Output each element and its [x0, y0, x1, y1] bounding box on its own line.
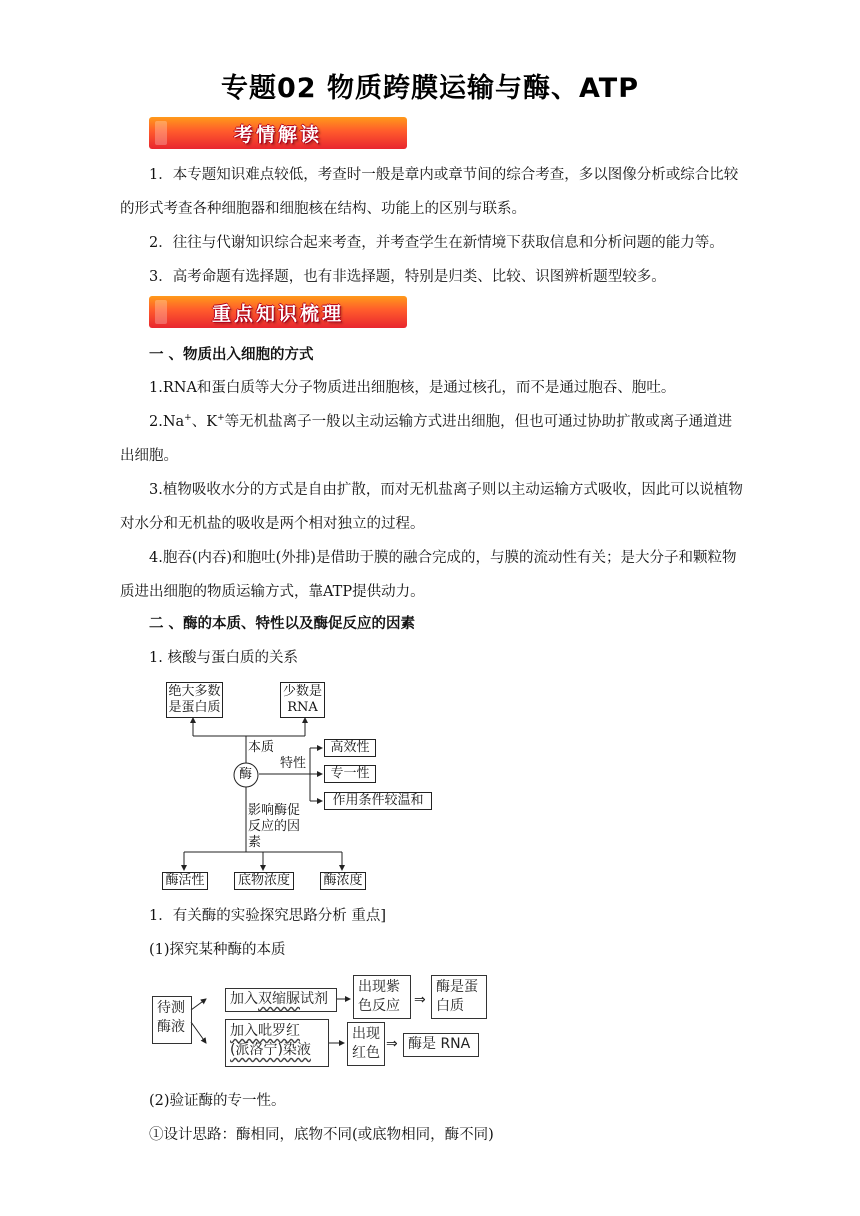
box-enzyme-concentration: 酶浓度 — [320, 872, 366, 890]
box-enzyme-activity: 酶活性 — [162, 872, 208, 890]
box-biuret-reagent: 加入双缩脲试剂 — [225, 988, 337, 1012]
label-nature: 本质 — [248, 740, 275, 755]
paragraph-water-absorption: 3.植物吸收水分的方式是自由扩散，而对无机盐离子则以主动运输方式吸收，因此可以说植物对水分和无机盐的吸收是两个相对独立的过程。 — [120, 482, 743, 532]
box-purple-reaction: 出现紫色反应 — [353, 975, 411, 1019]
box-mostly-protein: 绝大多数是蛋白质 — [166, 682, 223, 718]
text-span: (派洛宁)染液 — [230, 1042, 311, 1058]
box-few-rna: 少数是RNA — [280, 682, 325, 718]
subheading-specificity: (2)验证酶的专一性。 — [149, 1093, 286, 1109]
design-idea: ①设计思路：酶相同，底物不同(或底物相同，酶不同) — [149, 1127, 494, 1143]
intro-paragraph-3: 3．高考命题有选择题，也有非选择题，特别是归类、比较、识图辨析题型较多。 — [149, 269, 666, 285]
box-test-enzyme: 待测酶液 — [152, 996, 192, 1044]
banner-label: 重点知识梳理 — [211, 303, 344, 325]
enzyme-nature-flowchart — [150, 972, 490, 1067]
box-mild-conditions: 作用条件较温和 — [324, 792, 432, 810]
text-span: 2.Na — [149, 414, 185, 430]
box-specificity: 专一性 — [324, 765, 376, 783]
box-substrate-concentration: 底物浓度 — [234, 872, 294, 890]
box-enzyme-is-rna: 酶是 RNA — [403, 1033, 479, 1057]
subheading-enzyme-nature: (1)探究某种酶的本质 — [149, 942, 286, 958]
label-factors: 影响酶促反应的因素 — [248, 803, 301, 850]
box-high-efficiency: 高效性 — [324, 739, 376, 757]
label-property: 特性 — [280, 756, 307, 771]
paragraph-endocytosis: 4.胞吞(内吞)和胞吐(外排)是借助于膜的融合完成的，与膜的流动性有关；是大分子和颗粒物质进出细胞的物质运输方式，靠ATP提供动力。 — [120, 550, 737, 600]
enzyme-concept-diagram — [150, 676, 450, 896]
page-title: 专题02 物质跨膜运输与酶、ATP — [221, 73, 639, 104]
text-span: 加入吡罗红 — [230, 1023, 300, 1039]
superscript: + — [184, 413, 192, 424]
text-span: 等无机盐离子一般以主动运输方式进出细胞，但也可通过协助扩散或离子通道进出细胞。 — [120, 414, 733, 464]
intro-paragraph-1: 1．本专题知识难点较低，考查时一般是章内或章节间的综合考查，多以图像分析或综合比较的形式考查各种细胞器和细胞核在结构、功能上的区别与联系。 — [120, 167, 739, 217]
enzyme-node: 酶 — [239, 767, 253, 782]
section-banner-exam-analysis — [149, 117, 407, 149]
superscript: + — [217, 413, 225, 424]
section-banner-key-knowledge — [149, 296, 407, 328]
box-pyronin-dye — [225, 1019, 329, 1067]
section-heading-enzyme: 二 、酶的本质、特性以及酶促反应的因素 — [149, 615, 416, 632]
intro-paragraph-2: 2．往往与代谢知识综合起来考查，并考查学生在新情境下获取信息和分析问题的能力等。 — [149, 235, 724, 251]
implies-arrow-1: ⇒ — [414, 992, 426, 1008]
banner-label: 考情解读 — [233, 124, 322, 146]
implies-arrow-2: ⇒ — [386, 1036, 398, 1052]
paragraph-ions — [120, 405, 744, 473]
text-span: 、K — [191, 414, 218, 430]
paragraph-rna-protein: 1.RNA和蛋白质等大分子物质进出细胞核，是通过核孔，而不是通过胞吞、胞吐。 — [149, 380, 676, 396]
box-red-color: 出现红色 — [347, 1022, 385, 1066]
section-heading-transport: 一 、物质出入细胞的方式 — [149, 346, 314, 363]
subheading-experiment: 1．有关酶的实验探究思路分析 重点] — [149, 908, 386, 924]
box-enzyme-is-protein: 酶是蛋白质 — [431, 975, 487, 1019]
subheading-nucleic-protein: 1. 核酸与蛋白质的关系 — [149, 650, 298, 666]
